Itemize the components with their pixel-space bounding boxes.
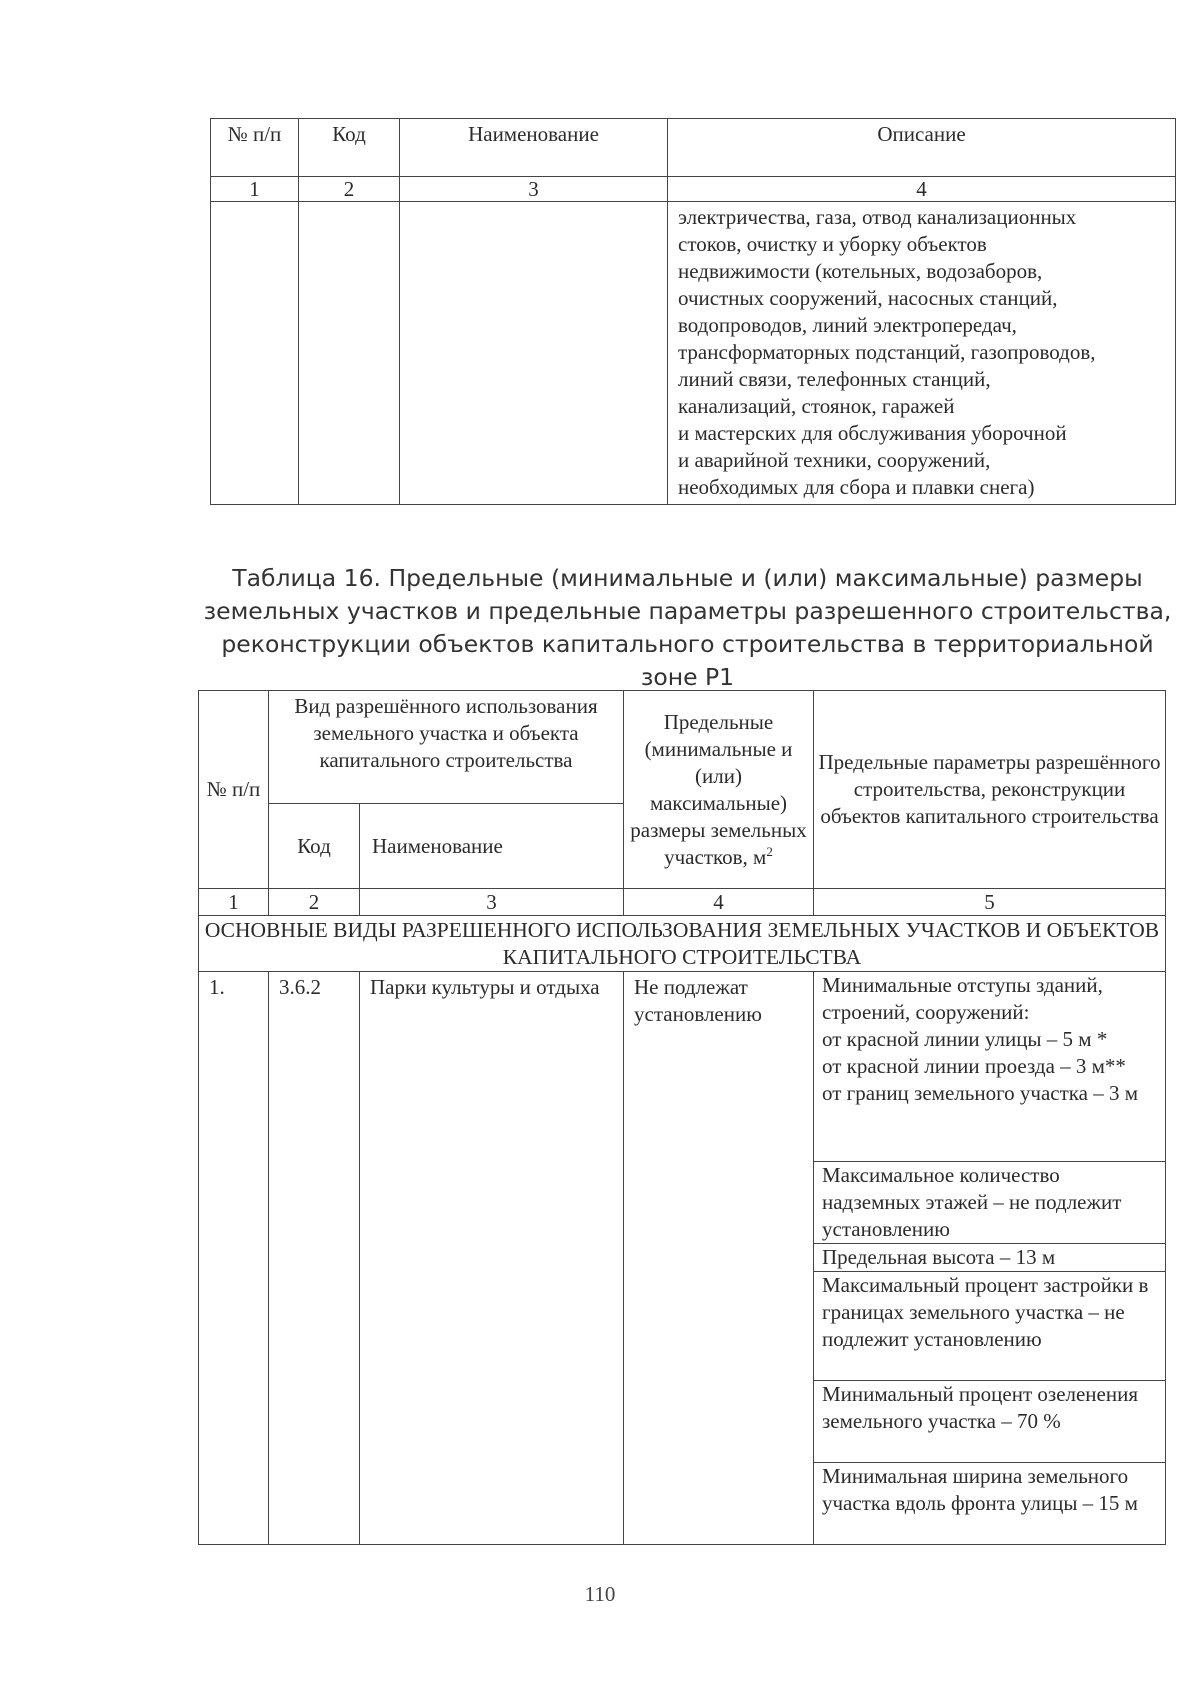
param-max-height: Предельная высота – 13 м	[814, 1244, 1166, 1272]
param-min-width: Минимальная ширина земельного участка вдоль фронта улицы – 15 м	[814, 1463, 1166, 1545]
param-max-coverage: Максимальный процент застройки в границах земельного участка – не подлежит установлению	[814, 1272, 1166, 1381]
row-num: 1.	[199, 972, 269, 1545]
main-header-size-sup: 2	[766, 843, 773, 859]
top-header-num: № п/п	[211, 119, 299, 177]
param-setbacks: Минимальные отступы зданий, строений, сооружений: от красной линии улицы – 5 м * от красной линии проезда – 3 м** от границ земельного участка – 3 м	[814, 972, 1166, 1162]
top-colnum-4: 4	[668, 177, 1176, 202]
main-header-size-text: Предельные (минимальные и (или) максимальные) размеры земельных участков, м	[630, 709, 807, 869]
top-colnum-2: 2	[299, 177, 400, 202]
top-table	[210, 118, 1176, 505]
top-row-description: электричества, газа, отвод канализационных стоков, очистку и уборку объектов недвижимости (котельных, водозаборов, очистных сооружений, насосных станций, водопроводов, линий электропередач, трансформаторных подстанций, газопроводов, линий связи, телефонных станций, канализаций, стоянок, гаражей и мастерских для обслуживания уборочной и аварийной техники, сооружений, необходимых для сбора и плавки снега)	[668, 202, 1176, 505]
table-caption: Таблица 16. Предельные (минимальные и (или) максимальные) размеры земельных участков и предельные параметры разрешенного строительства, реконструкции объектов капитального строительства в территориальной зоне Р1	[203, 564, 1172, 691]
row-name: Парки культуры и отдыха	[360, 972, 624, 1545]
top-table-header-row	[211, 119, 1176, 177]
top-header-name: Наименование	[400, 119, 668, 177]
main-section-row	[199, 916, 1166, 972]
table-row	[199, 972, 1166, 1162]
page-number: 110	[584, 1582, 616, 1606]
main-colnum-3: 3	[360, 889, 624, 916]
main-header-row-1	[199, 691, 1166, 804]
top-header-description: Описание	[668, 119, 1176, 177]
main-header-params: Предельные параметры разрешённого строительства, реконструкции объектов капитального строительства	[814, 691, 1166, 889]
main-header-code: Код	[269, 804, 360, 889]
top-header-code: Код	[299, 119, 400, 177]
top-row-num	[211, 202, 299, 505]
top-colnum-1: 1	[211, 177, 299, 202]
top-row-code	[299, 202, 400, 505]
main-header-size	[624, 691, 814, 889]
param-min-greenery: Минимальный процент озеленения земельного участка – 70 %	[814, 1381, 1166, 1463]
main-header-land-use: Вид разрешённого использования земельного участка и объекта капитального строительства	[269, 691, 624, 804]
main-colnum-2: 2	[269, 889, 360, 916]
main-header-num: № п/п	[199, 691, 269, 889]
main-table-column-numbers	[199, 889, 1166, 916]
top-table-column-numbers	[211, 177, 1176, 202]
top-colnum-3: 3	[400, 177, 668, 202]
main-table	[198, 690, 1166, 1545]
main-colnum-5: 5	[814, 889, 1166, 916]
main-colnum-1: 1	[199, 889, 269, 916]
top-table-row	[211, 202, 1176, 505]
top-row-name	[400, 202, 668, 505]
param-max-floors: Максимальное количество надземных этажей – не подлежит установлению	[814, 1162, 1166, 1244]
section-title: ОСНОВНЫЕ ВИДЫ РАЗРЕШЕННОГО ИСПОЛЬЗОВАНИЯ ЗЕМЕЛЬНЫХ УЧАСТКОВ И ОБЪЕКТОВ КАПИТАЛЬНОГО СТРОИТЕЛЬСТВА	[199, 916, 1166, 972]
main-header-name: Наименование	[360, 804, 624, 889]
main-colnum-4: 4	[624, 889, 814, 916]
row-size: Не подлежат установлению	[624, 972, 814, 1545]
row-code: 3.6.2	[269, 972, 360, 1545]
